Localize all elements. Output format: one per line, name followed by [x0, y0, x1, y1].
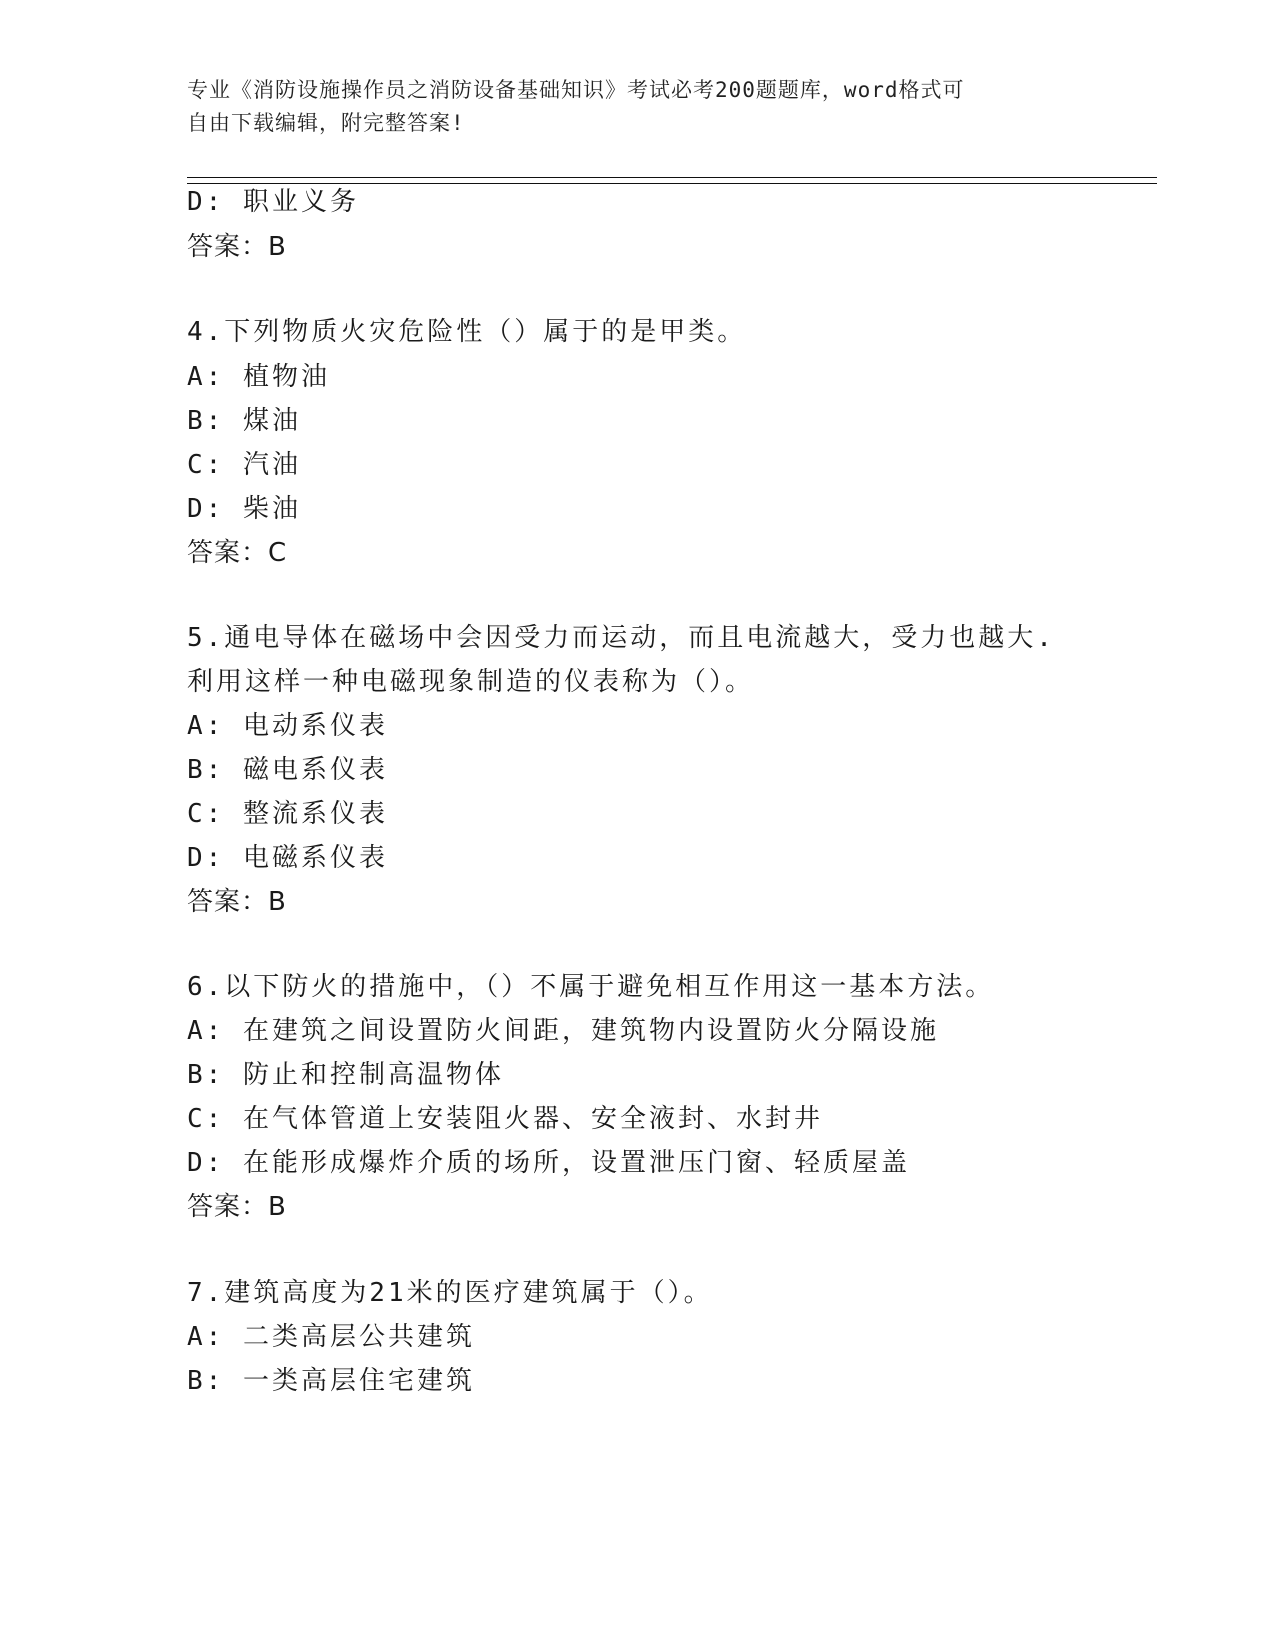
option-d: D: 职业义务: [187, 187, 359, 217]
answer-line: 答案：B: [187, 1192, 287, 1222]
header-divider-bottom: [187, 183, 1157, 184]
header-title-line1: 专业《消防设施操作员之消防设备基础知识》考试必考200题题库，word格式可: [187, 78, 965, 102]
answer-line: 答案：B: [187, 887, 287, 917]
question-4-text: 4.下列物质火灾危险性（）属于的是甲类。: [187, 317, 747, 347]
option-d: D: 柴油: [187, 494, 301, 524]
question-7-text: 7.建筑高度为21米的医疗建筑属于（）。: [187, 1278, 713, 1308]
option-b: B: 一类高层住宅建筑: [187, 1366, 475, 1396]
option-c: C: 汽油: [187, 450, 301, 480]
option-d: D: 在能形成爆炸介质的场所，设置泄压门窗、轻质屋盖: [187, 1148, 910, 1178]
option-c: C: 在气体管道上安装阻火器、安全液封、水封井: [187, 1104, 823, 1134]
answer-line: 答案：B: [187, 232, 287, 262]
question-5-text-line2: 利用这样一种电磁现象制造的仪表称为（）。: [187, 667, 755, 697]
option-a: A: 在建筑之间设置防火间距，建筑物内设置防火分隔设施: [187, 1016, 939, 1046]
header-divider-top: [187, 177, 1157, 178]
header-title-line2: 自由下载编辑，附完整答案!: [187, 111, 465, 135]
option-d: D: 电磁系仪表: [187, 843, 388, 873]
option-a: A: 植物油: [187, 362, 330, 392]
page-header: [187, 74, 1087, 140]
option-b: B: 煤油: [187, 406, 301, 436]
option-c: C: 整流系仪表: [187, 799, 388, 829]
option-b: B: 磁电系仪表: [187, 755, 388, 785]
question-6-text: 6.以下防火的措施中，（）不属于避免相互作用这一基本方法。: [187, 972, 995, 1002]
question-5-text-line1: 5.通电导体在磁场中会因受力而运动，而且电流越大，受力也越大.: [187, 623, 1055, 653]
option-b: B: 防止和控制高温物体: [187, 1060, 504, 1090]
answer-line: 答案：C: [187, 538, 288, 568]
option-a: A: 电动系仪表: [187, 711, 388, 741]
option-a: A: 二类高层公共建筑: [187, 1322, 475, 1352]
